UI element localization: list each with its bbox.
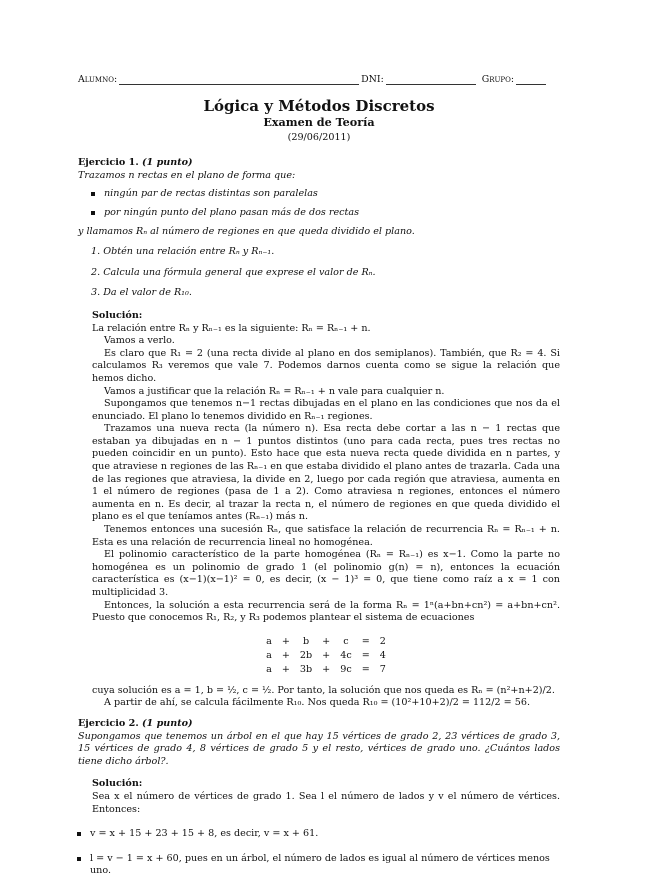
exercise-2-points: (1 punto) [142, 717, 193, 729]
grupo-field-line [516, 75, 546, 85]
solution-paragraph: Es claro que R₁ = 2 (una recta divide al plano en dos semiplanos). También, que R₂ = 4. Si calculamos R₃ veremos que vale 7. Podemos darnos cuenta como se sigue la relación que hemos dicho. [92, 347, 560, 384]
eq-cell: 9c [340, 663, 352, 675]
exercise-1-questions [78, 246, 560, 300]
exercise-2-bullets [78, 828, 560, 878]
eq-cell: + [322, 635, 331, 647]
grupo-label: Grupo: [481, 74, 515, 85]
solution-paragraph: Tenemos entonces una sucesión Rₙ, que satisface la relación de recurrencia Rₙ = Rₙ₋₁ + n. Esta es una relación de recurrencia lineal no homogénea. [92, 524, 560, 548]
question-item: 1. Obtén una relación entre Rₙ y Rₙ₋₁. [91, 246, 275, 258]
student-header [78, 74, 560, 87]
eq-cell: b [302, 635, 310, 647]
dni-field-line [386, 75, 476, 85]
exercise-2-statement: Supongamos que tenemos un árbol en el que hay 15 vértices de grado 2, 23 vértices de grado 3, 15 vértices de grado 4, 8 vértices de grado 5 y el resto, vértices de grado uno. ¿Cuántos lados tiene dicho árbol?. [78, 730, 560, 767]
question-item: 3. Da el valor de R₁₀. [91, 287, 192, 299]
eq-cell: a [266, 663, 272, 675]
alumno-field-line [119, 75, 359, 85]
solution-paragraph: Vamos a justificar que la relación Rₙ = Rₙ₋₁ + n vale para cualquier n. [104, 385, 445, 397]
eq-cell: a [266, 649, 272, 661]
solution-paragraph: A partir de ahí, se calcula fácilmente R₁₀. Nos queda R₁₀ = (10²+10+2)/2 = 112/2 = 56. [104, 697, 530, 709]
eq-cell: 7 [379, 663, 386, 675]
exercise-1-conditions [78, 188, 560, 219]
eq-cell: + [322, 663, 331, 675]
solution-label: Solución: [92, 309, 143, 321]
exercise-1-label: Ejercicio 1. [78, 157, 139, 169]
alumno-label: Alumno: [78, 74, 118, 85]
equation-system [261, 635, 391, 677]
eq-cell: + [281, 663, 290, 675]
eq-cell: c [343, 635, 349, 647]
solution-paragraph: El polinomio característico de la parte homogénea (Rₙ = Rₙ₋₁) es x−1. Como la parte no homogénea es un polinomio de grado 1 (el polinomio g(n) = n), entonces la ecuación característica es (x−1)(x−1)² = 0, es decir, (x − 1)³ = 0, que tiene como raíz a x = 1 con multiplicidad 3. [92, 549, 560, 598]
eq-cell: = [361, 635, 370, 647]
condition-item: ningún par de rectas distintas son paralelas [104, 188, 560, 201]
solution-paragraph: Trazamos una nueva recta (la número n). Esa recta debe cortar a las n − 1 rectas que estaban ya dibujadas en n − 1 puntos distintos (uno para cada recta, pues tres rectas no pueden coincidir en un punto). Esto hace que esta nueva recta quede dividida en n partes, y que atraviese n regiones de las Rₙ₋₁ en que estaba dividido el plano antes de trazarla. Cada una de las regiones que atraviesa, la divide en 2, luego por cada región que atraviesa, aumenta en 1 el número de regiones (pasa de 1 a 2). Como atraviesa n regiones, entonces el número aumenta en n. Es decir, al trazar la recta n, el número de regiones en que queda dividido el plano es el que teníamos antes (Rₙ₋₁) más n. [92, 423, 560, 523]
eq-cell: a [266, 635, 272, 647]
equation-row [261, 649, 391, 663]
eq-cell: = [361, 649, 370, 661]
solution-paragraph: Supongamos que tenemos n−1 rectas dibujadas en el plano en las condiciones que nos da el enunciado. El plano lo tenemos dividido en Rₙ₋₁ regiones. [92, 398, 560, 422]
exercise-1-intro: Trazamos n rectas en el plano de forma que: [78, 169, 296, 181]
exercise-2-solution [78, 778, 560, 816]
bullet-item: l = v − 1 = x + 60, pues en un árbol, el número de lados es igual al número de vértices menos uno. [90, 853, 560, 878]
eq-cell: = [361, 663, 370, 675]
bullet-item: v = x + 15 + 23 + 15 + 8, es decir, v = x + 61. [90, 828, 560, 841]
eq-cell: 4c [340, 649, 352, 661]
eq-cell: + [281, 649, 290, 661]
eq-cell: 4 [379, 649, 386, 661]
eq-cell: 2b [299, 649, 313, 661]
eq-cell: 2 [379, 635, 386, 647]
exam-date: (29/06/2011) [287, 131, 351, 143]
dni-label: DNI: [361, 74, 384, 85]
equation-row [261, 635, 391, 649]
exercise-1-points: (1 punto) [142, 157, 193, 169]
eq-cell: 3b [299, 663, 313, 675]
exam-page [78, 74, 560, 890]
equation-row [261, 663, 391, 677]
exam-subtitle: Examen de Teoría [263, 114, 375, 129]
exercise-1-after: y llamamos Rₙ al número de regiones en que queda dividido el plano. [78, 225, 415, 237]
eq-cell: + [322, 649, 331, 661]
exercise-2-label: Ejercicio 2. [78, 717, 139, 729]
exercise-1-solution [78, 310, 560, 710]
solution-paragraph: Entonces, la solución a esta recurrencia será de la forma Rₙ = 1ⁿ(a+bn+cn²) = a+bn+cn². Puesto que conocemos R₁, R₂, y R₃ podemos plantear el sistema de ecuaciones [92, 599, 560, 624]
solution-paragraph: La relación entre Rₙ y Rₙ₋₁ es la siguiente: Rₙ = Rₙ₋₁ + n. [92, 322, 371, 334]
question-item: 2. Calcula una fórmula general que exprese el valor de Rₙ. [91, 266, 376, 278]
exercise-2-heading [78, 718, 560, 731]
exam-title: Lógica y Métodos Discretos [203, 96, 435, 115]
solution-paragraph: Sea x el número de vértices de grado 1. Sea l el número de lados y v el número de vértices. Entonces: [92, 790, 560, 815]
solution-paragraph: cuya solución es a = 1, b = ½, c = ½. Por tanto, la solución que nos queda es Rₙ = (n²+n+2)/2. [92, 684, 555, 696]
condition-item: por ningún punto del plano pasan más de dos rectas [104, 207, 560, 220]
eq-cell: + [281, 635, 290, 647]
exercise-1-heading [78, 157, 560, 170]
solution-paragraph: Vamos a verlo. [104, 335, 175, 347]
solution-label: Solución: [92, 778, 143, 790]
